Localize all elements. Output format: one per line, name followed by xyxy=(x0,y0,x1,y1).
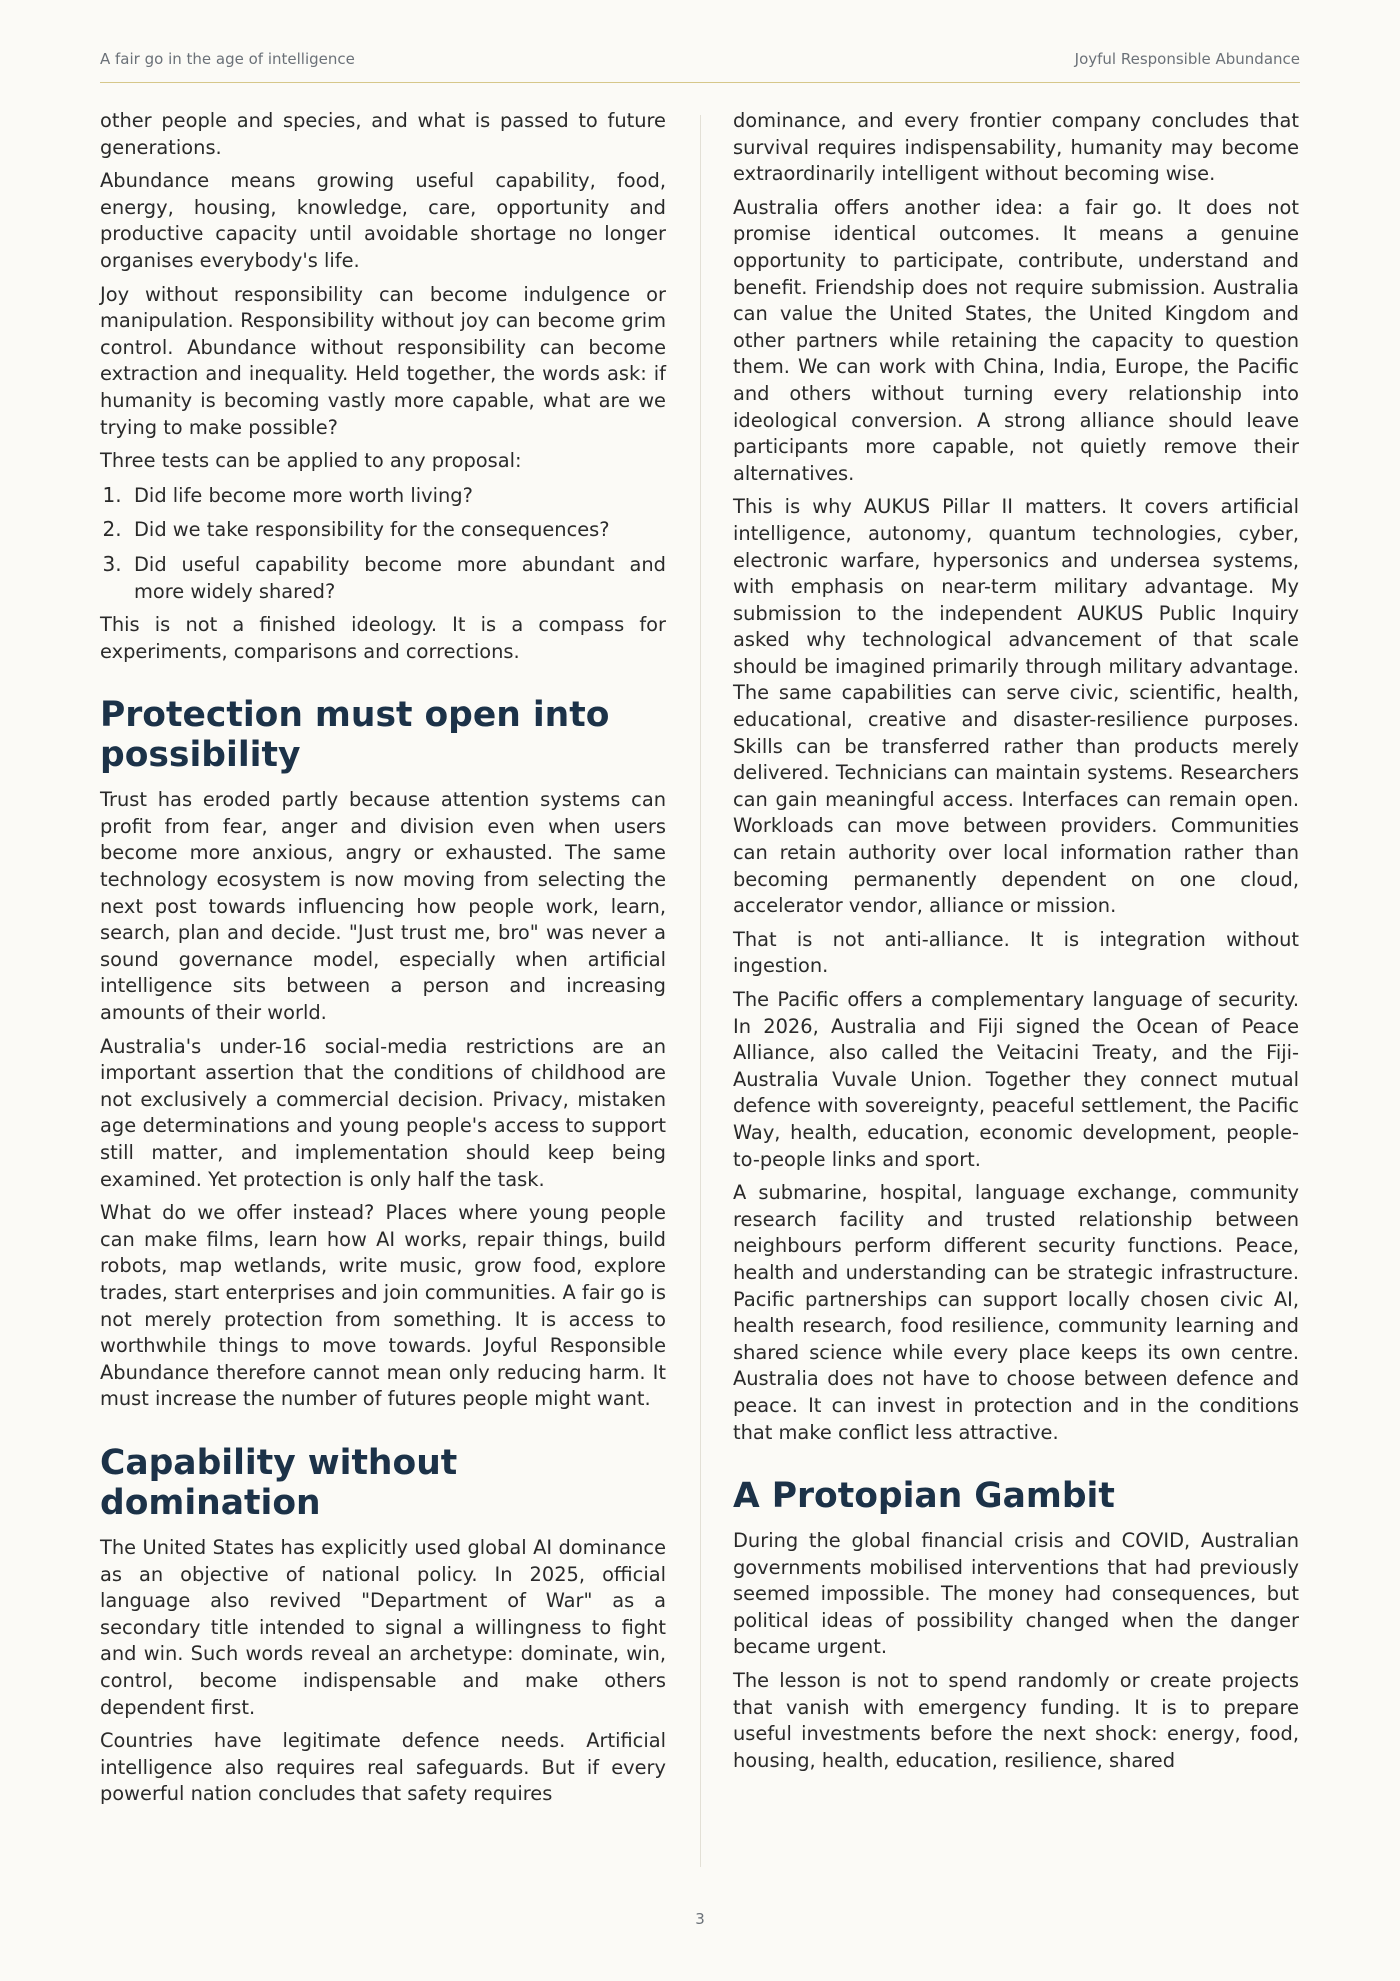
paragraph: Abundance means growing useful capability, food, energy, housing, knowledge, care, opportunity and productive capacity until avoidable shortage no longer organises everybody's life. xyxy=(100,169,666,272)
paragraph: What do we offer instead? Places where young people can make films, learn how AI works, repair things, build robots, map wetlands, write music, grow food, explore trades, start enterprises and join communities. A fair go is not merely protection from something. It is access to worthwhile things to move towards. Joyful Responsible Abundance therefore cannot mean only reducing harm. It must increase the number of futures people might want. xyxy=(100,1201,666,1411)
right-column xyxy=(733,108,1299,1781)
paragraph: Joy without responsibility can become indulgence or manipulation. Responsibility without joy can become grim control. Abundance without responsibility can become extraction and inequality. Held together, the words ask: if humanity is becoming vastly more capable, what are we trying to make possible? xyxy=(100,282,666,439)
tests-list xyxy=(100,482,666,605)
paragraph: Three tests can be applied to any proposal: xyxy=(100,449,522,473)
section-heading-protopian: A Protopian Gambit xyxy=(733,1476,1115,1517)
section-heading-protection: Protection must open into possibility xyxy=(100,695,610,776)
page-number: 3 xyxy=(695,1910,705,1928)
paragraph: During the global financial crisis and COVID, Australian governments mobilised interventions that had previously seemed impossible. The money had consequences, but political ideas of possibility changed when the danger became urgent. xyxy=(733,1529,1299,1659)
section-heading-capability: Capability without domination xyxy=(100,1442,458,1523)
header-document-title: A fair go in the age of intelligence xyxy=(100,50,355,68)
paragraph: Countries have legitimate defence needs. Artificial intelligence also requires real safeguards. But if every powerful nation concludes that safety requires xyxy=(100,1729,666,1806)
list-item: 1. Did life become more worth living? xyxy=(128,482,666,510)
left-column xyxy=(100,108,666,1815)
paragraph: A submarine, hospital, language exchange, community research facility and trusted relationship between neighbours perform different security functions. Peace, health and understanding can be strategic infrastructure. Pacific partnerships can support locally chosen civic AI, health research, food resilience, community learning and shared science while every place keeps its own centre. Australia does not have to choose between defence and peace. It can invest in protection and in the conditions that make conflict less attractive. xyxy=(733,1181,1299,1444)
paragraph: Australia's under-16 social-media restrictions are an important assertion that the conditions of childhood are not exclusively a commercial decision. Privacy, mistaken age determinations and young people's access to support still matter, and implementation should keep being examined. Yet protection is only half the task. xyxy=(100,1034,666,1191)
paragraph: The Pacific offers a complementary language of security. In 2026, Australia and Fiji signed the Ocean of Peace Alliance, also called the Veitacini Treaty, and the Fiji-Australia Vuvale Union. Together they connect mutual defence with sovereignty, peaceful settlement, the Pacific Way, health, education, economic development, people-to-people links and sport. xyxy=(733,988,1299,1171)
paragraph: This is not a finished ideology. It is a compass for experiments, comparisons and corrections. xyxy=(100,613,666,663)
paragraph: This is why AUKUS Pillar II matters. It covers artificial intelligence, autonomy, quantum technologies, cyber, electronic warfare, hypersonics and undersea systems, with emphasis on near-term military advantage. My submission to the independent AUKUS Public Inquiry asked why technological advancement of that scale should be imagined primarily through military advantage. The same capabilities can serve civic, scientific, health, educational, creative and disaster-resilience purposes. Skills can be transferred rather than products merely delivered. Technicians can maintain systems. Researchers can gain meaningful access. Interfaces can remain open. Workloads can move between providers. Communities can retain authority over local information rather than becoming permanently dependent on one cloud, accelerator vendor, alliance or mission. xyxy=(733,495,1299,918)
paragraph: other people and species, and what is passed to future generations. xyxy=(100,109,666,159)
paragraph: That is not anti-alliance. It is integration without ingestion. xyxy=(733,927,1299,978)
header-section-title: Joyful Responsible Abundance xyxy=(1074,50,1300,68)
running-header xyxy=(100,50,1300,83)
paragraph: The United States has explicitly used global AI dominance as an objective of national policy. In 2025, official language also revived "Department of War" as a secondary title intended to signal a willingness to fight and win. Such words reveal an archetype: dominate, win, control, become indispensable and make others dependent first. xyxy=(100,1535,666,1719)
paragraph: Trust has eroded partly because attention systems can profit from fear, anger and division even when users become more anxious, angry or exhausted. The same technology ecosystem is now moving from selecting the next post towards influencing how people work, learn, search, plan and decide. "Just trust me, bro" was never a sound governance model, especially when artificial intelligence sits between a person and increasing amounts of their world. xyxy=(100,788,666,1025)
list-item: 3. Did useful capability become more abundant and more widely shared? xyxy=(128,551,666,605)
list-item: 2. Did we take responsibility for the consequences? xyxy=(128,516,666,544)
column-divider xyxy=(700,115,701,1867)
paragraph: The lesson is not to spend randomly or create projects that vanish with emergency funding. It is to prepare useful investments before the next shock: energy, food, housing, health, education, resilience, shared xyxy=(733,1669,1299,1772)
paragraph: Australia offers another idea: a fair go. It does not promise identical outcomes. It means a genuine opportunity to participate, contribute, understand and benefit. Friendship does not require submission. Australia can value the United States, the United Kingdom and other partners while retaining the capacity to question them. We can work with China, India, Europe, the Pacific and others without turning every relationship into ideological conversion. A strong alliance should leave participants more capable, not quietly remove their alternatives. xyxy=(733,195,1299,485)
paragraph: dominance, and every frontier company concludes that survival requires indispensability, humanity may become extraordinarily intelligent without becoming wise. xyxy=(733,109,1299,186)
